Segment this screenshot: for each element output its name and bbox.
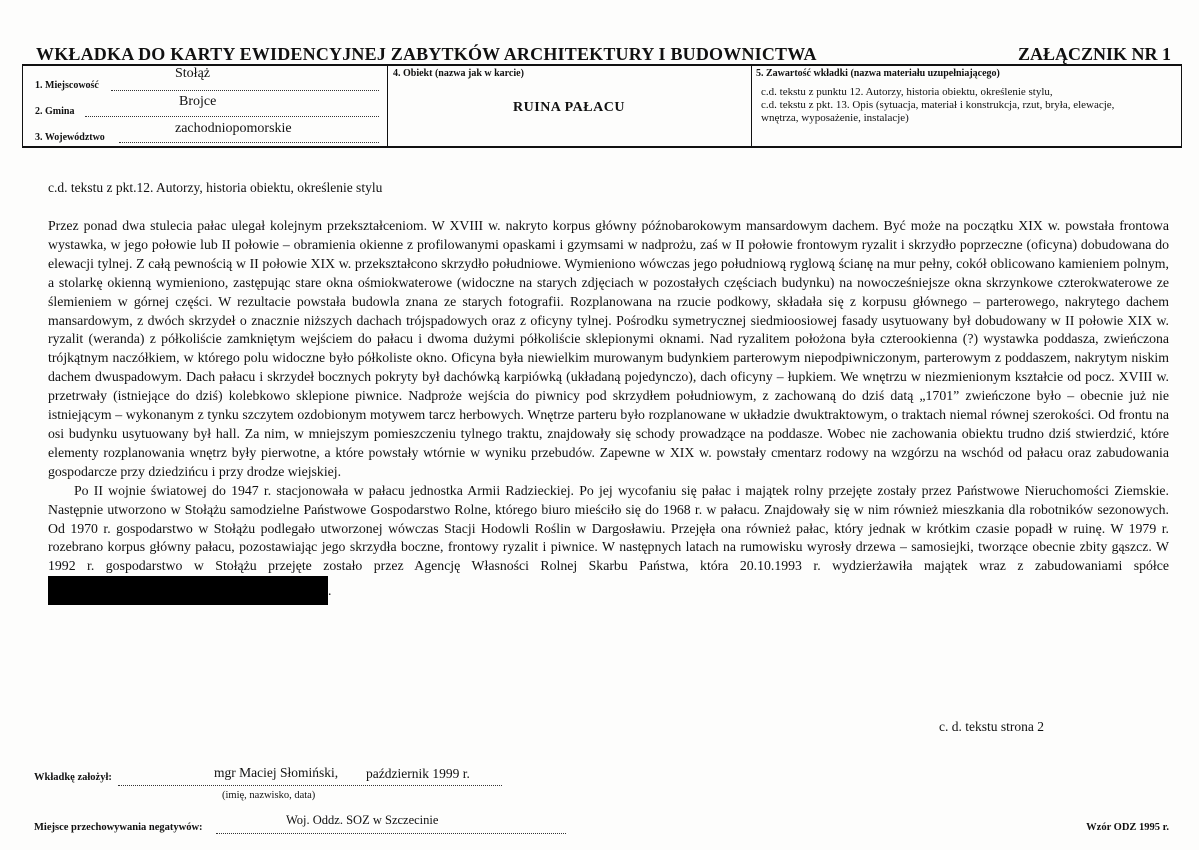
locality-dots (111, 90, 379, 91)
annex-number: ZAŁĄCZNIK NR 1 (1017, 44, 1171, 64)
commune-dots (85, 116, 379, 117)
paragraph-postwar (48, 482, 1169, 606)
content-line: wnętrza, wyposażenie, instalacje) (761, 112, 909, 124)
paragraph-history: Przez ponad dwa stulecia pałac ulegał kolejnym przekształceniom. W XVIII w. nakryto korpus główny późnobarokowym mansardowym dachem. Być może na początku XIX w. powstała frontowa wystawka, w jego połowie lub II połowie – obramienia okienne z profilowanymi opaskami i gzymsami w nadprożu, zaś w II połowie frontowym ryzalit i skrzydło poprzeczne (oficyna) dobudowana do elewacji tylnej. Z całą pewnością w II połowie XIX w. przekształcono skrzydło południowe. Wymieniono wówczas jego południową ryglową ścianę na mur pełny, cokół oblicowano kamieniem polnym, a stolarkę okienną wymieniono, zastępując stare okna ośmiokwaterowe (widoczne na starych zdjęciach w pozostałych częściach budynku) na nowocześniejsze okna skrzynkowe czterokwaterowe ze ślemieniem w górnej części. W rezultacie powstała budowla znana ze starych fotografii. Rozplanowana na rzucie podkowy, składała się z korpusu głównego – parterowego, nakrytego dachem mansardowym, z dwóch skrzydeł o znacznie niższych dachach trójspadowych oraz z oficyny tylnej. Pośrodku symetrycznej siedmioosiowej fasady usytuowany był dobudowany w II połowie XIX w. ryzalit (weranda) z półkoliście zamkniętym wejściem do pałacu i dwoma dużymi półkoliście sklepionymi oknami. Nad ryzalitem położona była czterookienna (?) wystawka poddasza, zwieńczona trójkątnym naczółkiem, w którego polu widoczne było półkoliste okno. Oficyna była niewielkim murowanym budynkiem parterowym niepodpiwniczonym, parterowym z poddaszem, nakrytym niskim dachem dwuspadowym. Dach pałacu i skrzydeł bocznych pokryty był dachówką karpiówką (układaną pojedynczo), dach oficyny – łupkiem. We wnętrzu w niezmienionym kształcie od pocz. XVIII w. przetrwały (istniejące do dziś) kolebkowo sklepione piwnice. Nadproże wejścia do piwnicy pod skrzydłem południowym, z zachowaną do dziś datą „1701” zwieńczone było – obecnie już nie istniejącym – wykonanym z tynku szczytem ozdobionym motywem tarcz herbowych. Wnętrze parteru było rozplanowane w układzie dwuktraktowym, o traktach niemal równej szerokości. Od frontu na osi budynku usytuowany był hall. Za nim, w mniejszym pomieszczeniu tylnego traktu, znajdowały się schody prowadzące na poddasze. Wobec nie zachowania obiektu trudno dziś stwierdzić, które elementy rozplanowania wnętrz były pierwotne, a które powstały wtórnie w wyniku przebudów. Zapewne w XIX w. powstały cmentarz rodowy na wzgórzu na wschód od pałacu oraz zabudowania gospodarcze przy dziedzińcu i przy drodze wiejskiej. (48, 218, 1169, 479)
object-label: 4. Obiekt (nazwa jak w karcie) (393, 68, 524, 79)
document-title: WKŁADKA DO KARTY EWIDENCYJNEJ ZABYTKÓW ARCHITEKTURY I BUDOWNICTWA (36, 44, 817, 64)
storage-value: Woj. Oddz. SOZ w Szczecinie (286, 813, 439, 827)
commune-label: 2. Gmina (35, 106, 75, 117)
content-label: 5. Zawartość wkładki (nazwa materiału uzupełniającego) (756, 68, 1000, 79)
redaction-bar (48, 576, 328, 605)
voivodeship-label: 3. Województwo (35, 132, 105, 143)
body-text (48, 217, 1169, 605)
voivodeship-dots (119, 142, 379, 143)
author-dots (118, 785, 502, 786)
author-label: Wkładkę założył: (34, 772, 112, 783)
voivodeship-value: zachodniopomorskie (175, 121, 292, 136)
locality-label: 1. Miejscowość (35, 80, 99, 91)
author-name: mgr Maciej Słomiński, (214, 765, 339, 780)
locality-value: Stołąż (175, 66, 210, 81)
continued-note: c. d. tekstu strona 2 (939, 719, 1044, 734)
paragraph-postwar-text: Po II wojnie światowej do 1947 r. stacjonowała w pałacu jednostka Armii Radzieckiej. Po jej wycofaniu się pałac i majątek rolny przejęte zostały przez Państwowe Nieruchomości Ziemskie. Następnie utworzono w Stołążu samodzielne Państwowe Gospodarstwo Rolne, którego biuro mieściło się do 1968 r. w pałacu. Znajdowały się w nim również mieszkania dla robotników sezonowych. Od 1970 r. gospodarstwo w Stołążu podlegało utworzonej wówczas Stacji Hodowli Roślin w Dargosławiu. Przejęła ona również pałac, który jednak w krótkim czasie popadł w ruinę. W 1979 r. rozebrano korpus główny pałacu, pozostawiając jego skrzydła boczne, frontowy ryzalit i piwnice. W następnych latach na rumowisku wyrosły drzewa – samosiejki, tworzące obecnie zbity gąszcz. W 1992 r. gospodarstwo w Stołążu przejęte zostało przez Agencję Własności Rolnej Skarbu Państwa, która 20.10.1993 r. wydzierżawiła majątek wraz z zabudowaniami spółce (48, 482, 1169, 574)
content-line: c.d. tekstu z punktu 12. Autorzy, historia obiektu, określenie stylu, (761, 86, 1053, 98)
author-note: (imię, nazwisko, data) (222, 790, 316, 801)
storage-label: Miejsce przechowywania negatywów: (34, 822, 203, 833)
column-divider (751, 66, 752, 146)
content-description (761, 86, 1114, 125)
commune-value: Brojce (179, 94, 217, 109)
content-line: c.d. tekstu z pkt. 13. Opis (sytuacja, materiał i konstrukcja, rzut, bryła, elewacje, (761, 99, 1115, 111)
object-name: RUINA PAŁACU (513, 100, 625, 115)
paragraph-end: . (328, 583, 332, 599)
header-form-box (22, 64, 1182, 148)
author-date: październik 1999 r. (366, 766, 470, 781)
storage-dots (216, 833, 566, 834)
section-subheading: c.d. tekstu z pkt.12. Autorzy, historia obiektu, określenie stylu (48, 180, 383, 195)
form-model: Wzór ODZ 1995 r. (1086, 822, 1169, 833)
